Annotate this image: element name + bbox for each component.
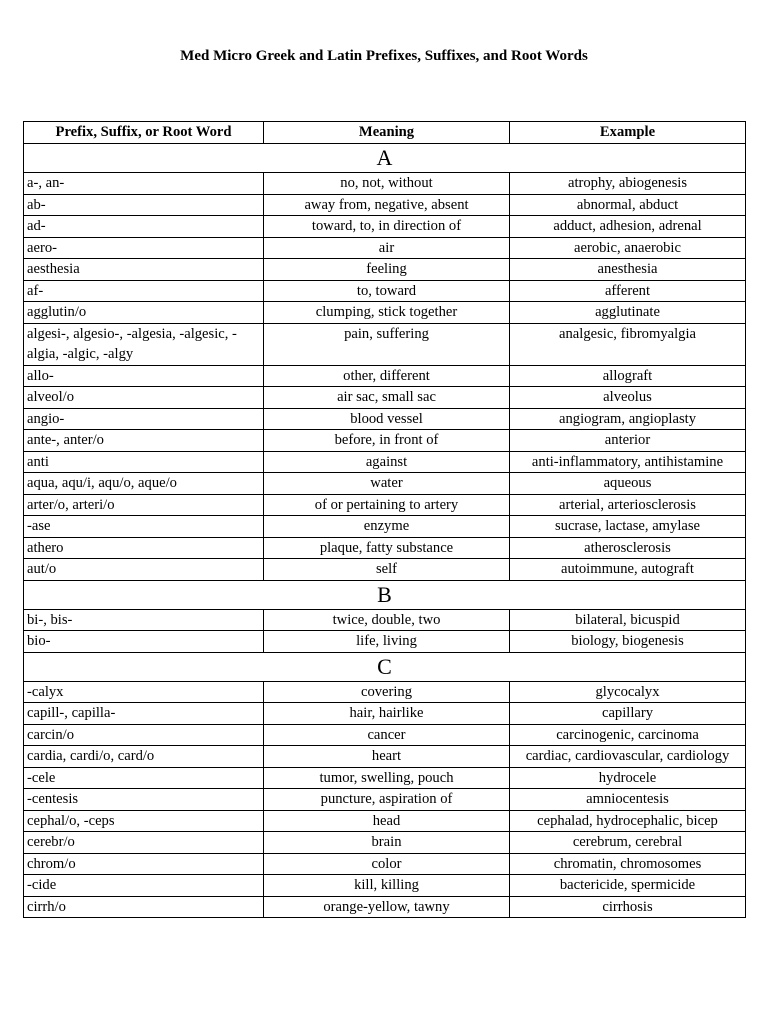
prefix-cell: a-, an- [24, 173, 264, 195]
example-cell: anti-inflammatory, antihistamine [510, 451, 746, 473]
meaning-cell: kill, killing [264, 875, 510, 897]
prefix-cell: athero [24, 537, 264, 559]
example-cell: cardiac, cardiovascular, cardiology [510, 746, 746, 768]
meaning-cell: orange-yellow, tawny [264, 896, 510, 918]
prefix-cell: cardia, cardi/o, card/o [24, 746, 264, 768]
example-cell: cephalad, hydrocephalic, bicep [510, 810, 746, 832]
section-letter: C [24, 652, 746, 681]
table-row [24, 451, 746, 473]
example-cell: amniocentesis [510, 789, 746, 811]
table-row [24, 365, 746, 387]
section-letter-row [24, 580, 746, 609]
prefix-cell: -centesis [24, 789, 264, 811]
meaning-cell: before, in front of [264, 430, 510, 452]
example-cell: atrophy, abiogenesis [510, 173, 746, 195]
example-cell: arterial, arteriosclerosis [510, 494, 746, 516]
column-header-example: Example [510, 122, 746, 144]
prefix-cell: -cide [24, 875, 264, 897]
prefix-cell: alveol/o [24, 387, 264, 409]
prefix-cell: cephal/o, -ceps [24, 810, 264, 832]
page-title: Med Micro Greek and Latin Prefixes, Suffixes, and Root Words [180, 48, 588, 64]
table-row [24, 302, 746, 324]
prefix-cell: ab- [24, 194, 264, 216]
meaning-cell: feeling [264, 259, 510, 281]
example-cell: adduct, adhesion, adrenal [510, 216, 746, 238]
meaning-cell: away from, negative, absent [264, 194, 510, 216]
prefix-cell: cerebr/o [24, 832, 264, 854]
terms-table [23, 121, 746, 918]
table-row [24, 537, 746, 559]
meaning-cell: heart [264, 746, 510, 768]
example-cell: capillary [510, 703, 746, 725]
example-cell: cirrhosis [510, 896, 746, 918]
table-row [24, 896, 746, 918]
table-row [24, 853, 746, 875]
table-row [24, 746, 746, 768]
example-cell: biology, biogenesis [510, 631, 746, 653]
example-cell: autoimmune, autograft [510, 559, 746, 581]
column-header-meaning: Meaning [264, 122, 510, 144]
table-row [24, 789, 746, 811]
prefix-cell: anti [24, 451, 264, 473]
meaning-cell: head [264, 810, 510, 832]
prefix-cell: agglutin/o [24, 302, 264, 324]
section-letter: B [24, 580, 746, 609]
example-cell: bilateral, bicuspid [510, 609, 746, 631]
table-row [24, 237, 746, 259]
table-row [24, 323, 746, 365]
header-row [24, 122, 746, 144]
prefix-cell: -calyx [24, 681, 264, 703]
meaning-cell: air [264, 237, 510, 259]
table-row [24, 408, 746, 430]
example-cell: alveolus [510, 387, 746, 409]
meaning-cell: of or pertaining to artery [264, 494, 510, 516]
example-cell: abnormal, abduct [510, 194, 746, 216]
example-cell: angiogram, angioplasty [510, 408, 746, 430]
section-letter: A [24, 144, 746, 173]
prefix-cell: allo- [24, 365, 264, 387]
table-row [24, 703, 746, 725]
example-cell: aerobic, anaerobic [510, 237, 746, 259]
table-row [24, 473, 746, 495]
meaning-cell: no, not, without [264, 173, 510, 195]
table-row [24, 216, 746, 238]
meaning-cell: enzyme [264, 516, 510, 538]
meaning-cell: covering [264, 681, 510, 703]
meaning-cell: other, different [264, 365, 510, 387]
meaning-cell: puncture, aspiration of [264, 789, 510, 811]
table-row [24, 516, 746, 538]
table-row [24, 681, 746, 703]
table-row [24, 559, 746, 581]
example-cell: allograft [510, 365, 746, 387]
example-cell: chromatin, chromosomes [510, 853, 746, 875]
prefix-cell: chrom/o [24, 853, 264, 875]
prefix-cell: capill-, capilla- [24, 703, 264, 725]
example-cell: atherosclerosis [510, 537, 746, 559]
prefix-cell: -ase [24, 516, 264, 538]
table-body [24, 144, 746, 918]
meaning-cell: hair, hairlike [264, 703, 510, 725]
meaning-cell: pain, suffering [264, 323, 510, 365]
meaning-cell: self [264, 559, 510, 581]
table-row [24, 194, 746, 216]
meaning-cell: to, toward [264, 280, 510, 302]
prefix-cell: cirrh/o [24, 896, 264, 918]
example-cell: carcinogenic, carcinoma [510, 724, 746, 746]
meaning-cell: plaque, fatty substance [264, 537, 510, 559]
column-header-prefix: Prefix, Suffix, or Root Word [24, 122, 264, 144]
meaning-cell: water [264, 473, 510, 495]
table-row [24, 280, 746, 302]
prefix-cell: aqua, aqu/i, aqu/o, aque/o [24, 473, 264, 495]
table-row [24, 724, 746, 746]
meaning-cell: clumping, stick together [264, 302, 510, 324]
meaning-cell: brain [264, 832, 510, 854]
table-row [24, 631, 746, 653]
table-row [24, 259, 746, 281]
prefix-cell: ad- [24, 216, 264, 238]
table-row [24, 494, 746, 516]
example-cell: bactericide, spermicide [510, 875, 746, 897]
section-letter-row [24, 144, 746, 173]
table-row [24, 387, 746, 409]
table-row [24, 173, 746, 195]
meaning-cell: cancer [264, 724, 510, 746]
meaning-cell: toward, to, in direction of [264, 216, 510, 238]
table-row [24, 767, 746, 789]
meaning-cell: against [264, 451, 510, 473]
example-cell: hydrocele [510, 767, 746, 789]
prefix-cell: aut/o [24, 559, 264, 581]
prefix-cell: algesi-, algesio-, -algesia, -algesic, -algia, -algic, -algy [24, 323, 264, 365]
example-cell: glycocalyx [510, 681, 746, 703]
example-cell: afferent [510, 280, 746, 302]
prefix-cell: carcin/o [24, 724, 264, 746]
table-row [24, 430, 746, 452]
meaning-cell: color [264, 853, 510, 875]
example-cell: anterior [510, 430, 746, 452]
table-row [24, 609, 746, 631]
meaning-cell: twice, double, two [264, 609, 510, 631]
example-cell: analgesic, fibromyalgia [510, 323, 746, 365]
example-cell: cerebrum, cerebral [510, 832, 746, 854]
example-cell: agglutinate [510, 302, 746, 324]
example-cell: anesthesia [510, 259, 746, 281]
prefix-cell: arter/o, arteri/o [24, 494, 264, 516]
prefix-cell: aesthesia [24, 259, 264, 281]
table-row [24, 832, 746, 854]
prefix-cell: angio- [24, 408, 264, 430]
prefix-cell: ante-, anter/o [24, 430, 264, 452]
meaning-cell: blood vessel [264, 408, 510, 430]
meaning-cell: tumor, swelling, pouch [264, 767, 510, 789]
example-cell: aqueous [510, 473, 746, 495]
meaning-cell: life, living [264, 631, 510, 653]
prefix-cell: aero- [24, 237, 264, 259]
prefix-cell: af- [24, 280, 264, 302]
section-letter-row [24, 652, 746, 681]
table-row [24, 810, 746, 832]
prefix-cell: -cele [24, 767, 264, 789]
prefix-cell: bi-, bis- [24, 609, 264, 631]
prefix-cell: bio- [24, 631, 264, 653]
table-row [24, 875, 746, 897]
example-cell: sucrase, lactase, amylase [510, 516, 746, 538]
meaning-cell: air sac, small sac [264, 387, 510, 409]
